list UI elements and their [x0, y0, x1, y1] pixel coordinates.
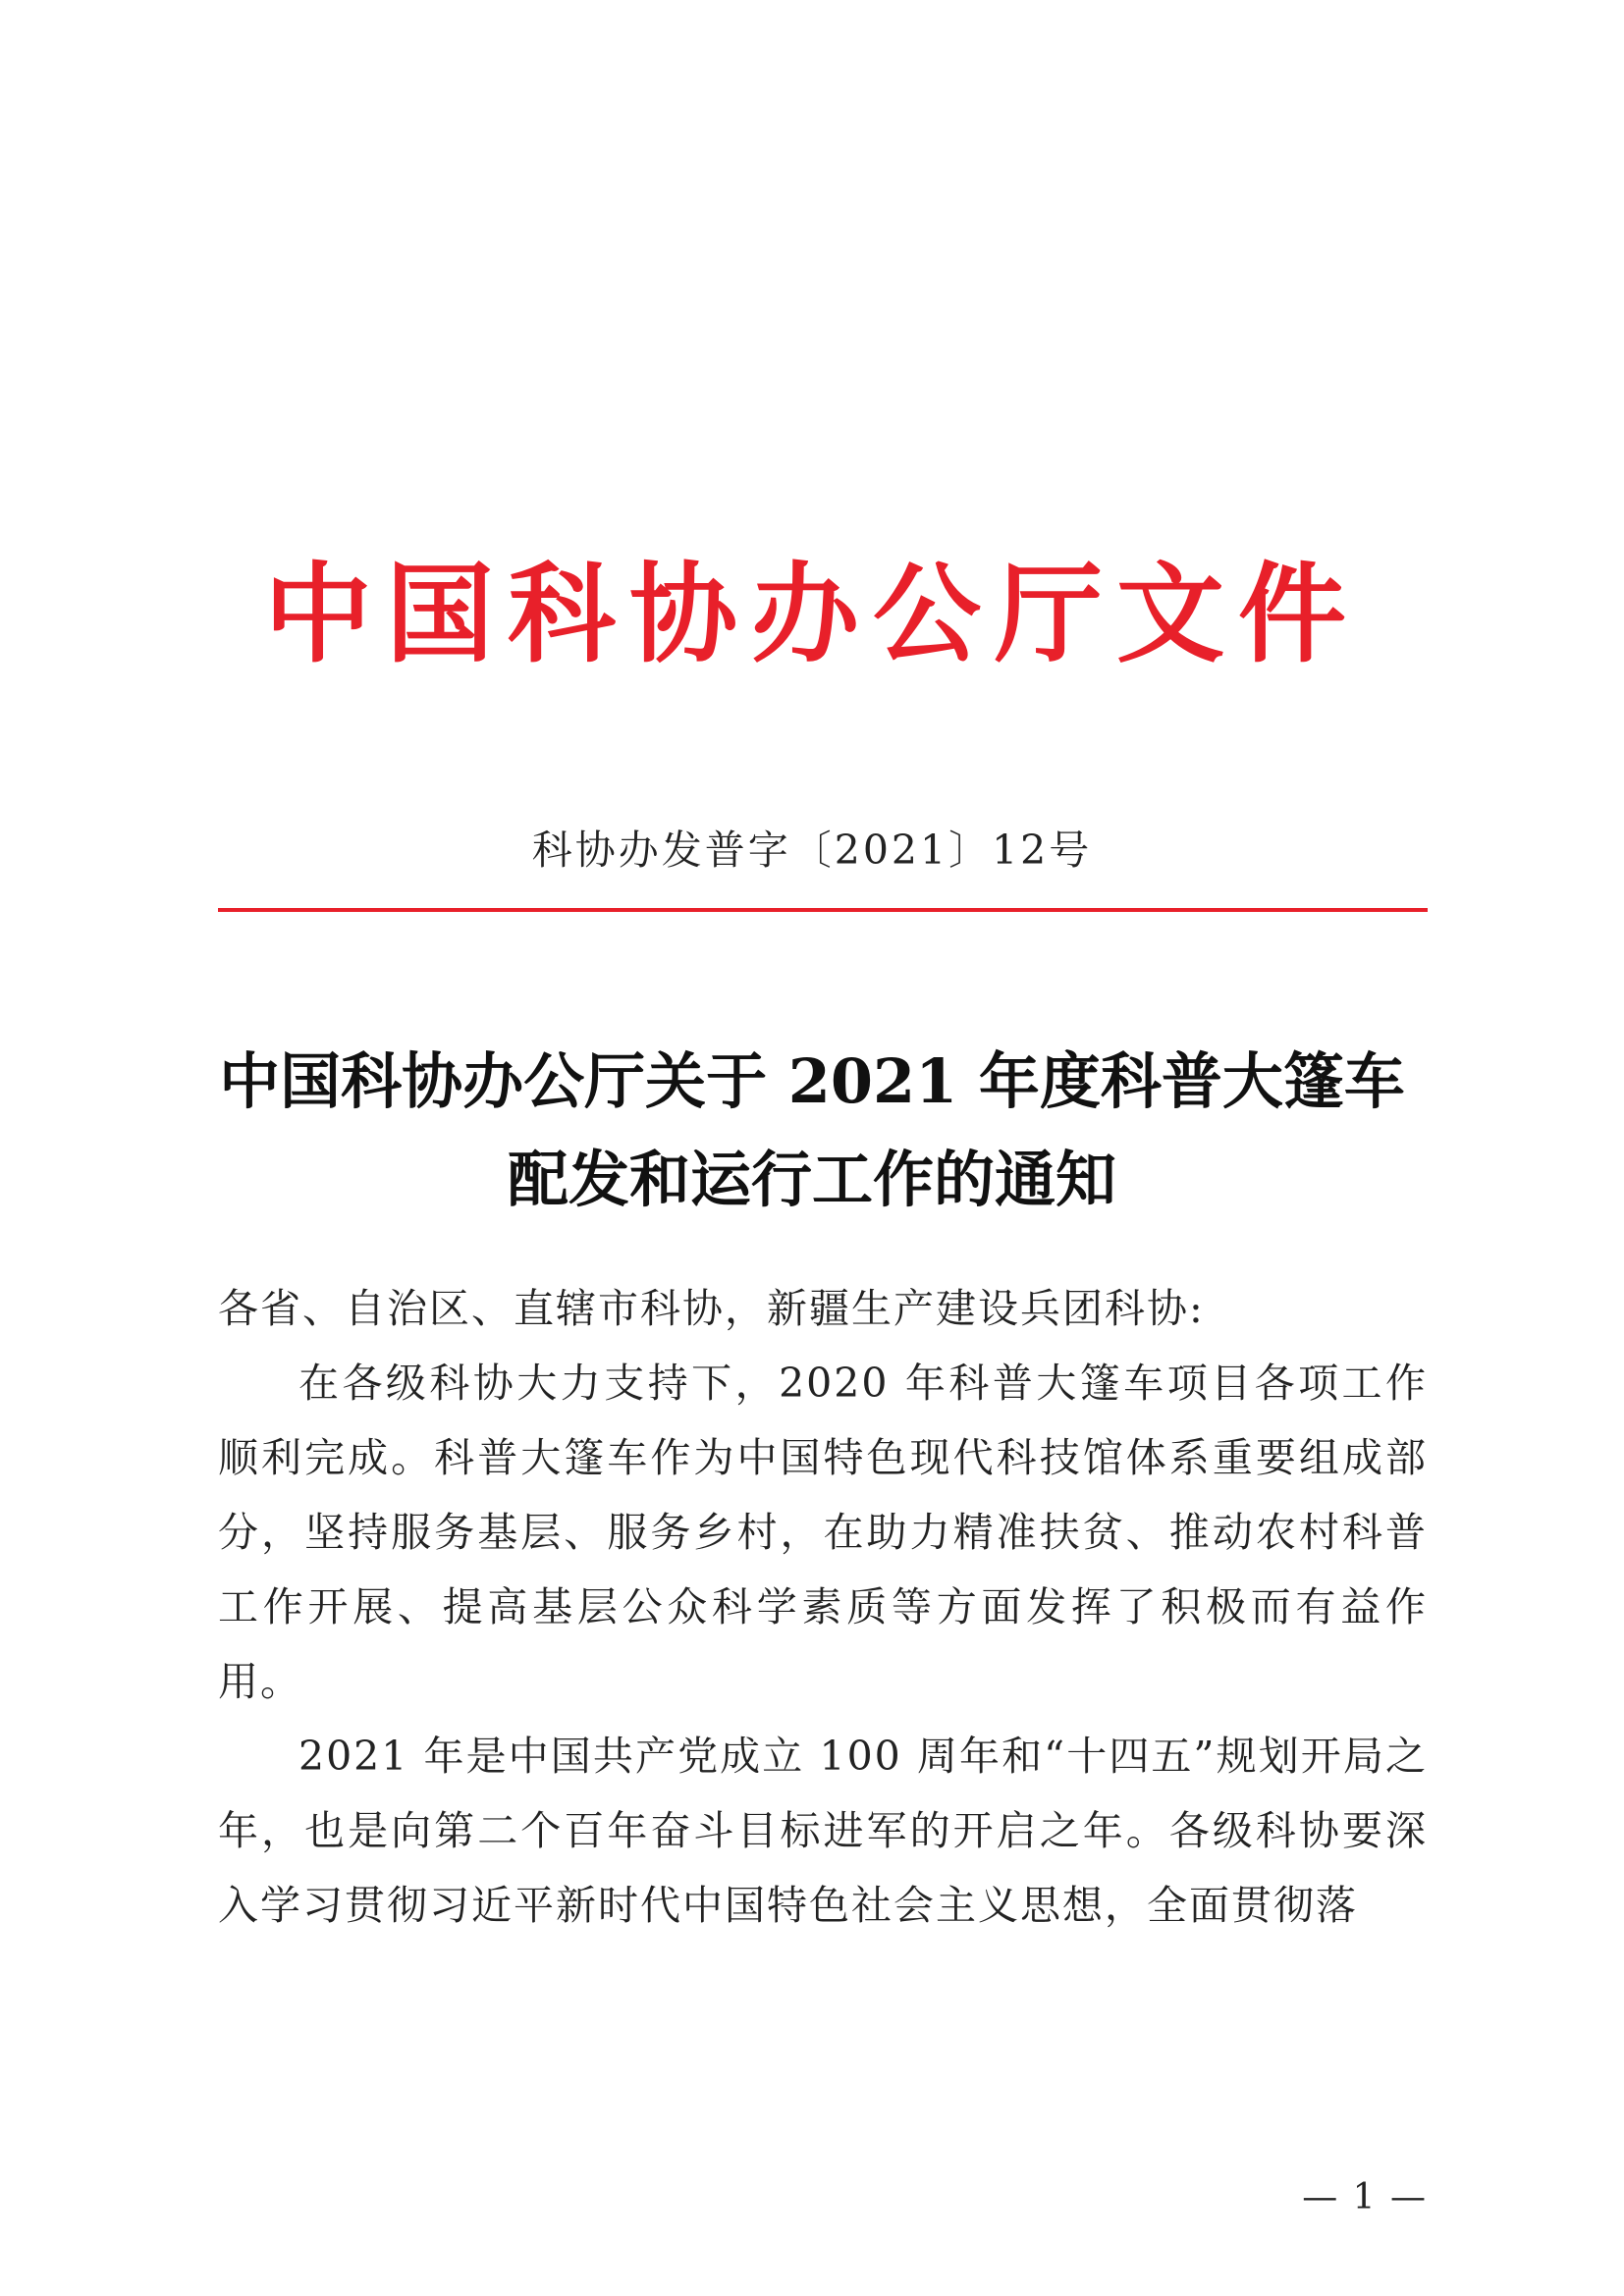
document-body — [218, 1271, 1428, 1943]
body-paragraph-2: 2021 年是中国共产党成立 100 周年和“十四五”规划开局之年，也是向第二个百年奋斗目标进军的开启之年。各级科协要深入学习贯彻习近平新时代中国特色社会主义思想，全面贯彻落 — [218, 1733, 1428, 1929]
document-title — [177, 1033, 1447, 1229]
page-number: — 1 — — [1302, 2177, 1428, 2217]
document-title-line-1: 中国科协办公厅关于 2021 年度科普大篷车 — [219, 1045, 1405, 1117]
document-title-line-2: 配发和运行工作的通知 — [507, 1144, 1116, 1215]
red-divider-line — [218, 908, 1428, 912]
masthead-title: 中国科协办公厅文件 — [264, 551, 1360, 677]
body-paragraph-1: 在各级科协大力支持下，2020 年科普大篷车项目各项工作顺利完成。科普大篷车作为中国特色现代科技馆体系重要组成部分，坚持服务基层、服务乡村，在助力精准扶贫、推动农村科普工作开展、提高基层公众科学素质等方面发挥了积极而有益作用。 — [218, 1360, 1428, 1705]
document-number: 科协办发普字〔2021〕12号 — [531, 827, 1093, 874]
salutation: 各省、自治区、直辖市科协，新疆生产建设兵团科协: — [218, 1285, 1205, 1332]
